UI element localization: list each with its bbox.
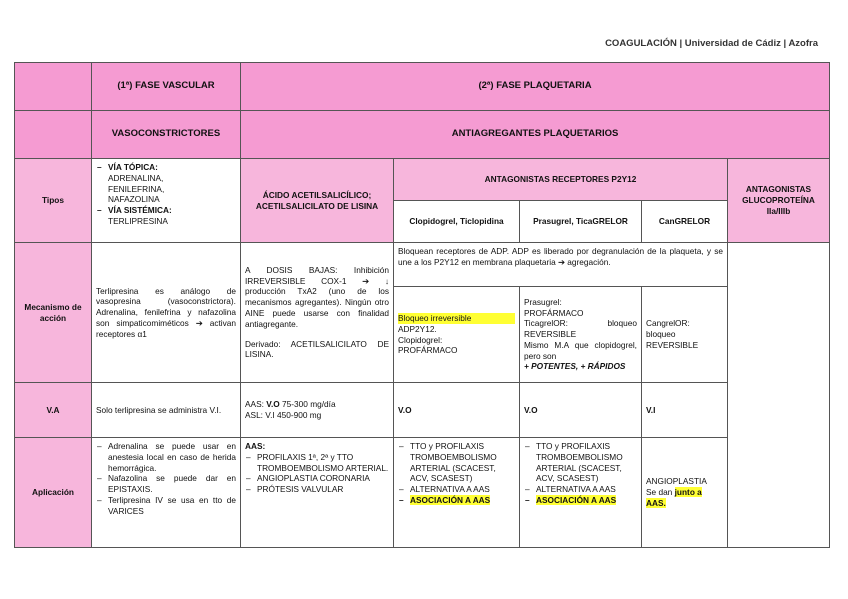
gp-antagonists-header: ANTAGONISTAS GLUCOPROTEÍNA IIa/IIIb (728, 159, 830, 243)
prasu-line: Prasugrel: (524, 296, 562, 307)
aplicacion-item: – PRÓTESIS VALVULAR (257, 484, 389, 495)
va-label: V.A (15, 383, 92, 438)
cangre-line: REVERSIBLE (646, 339, 699, 350)
clopi-line: Clopidogrel: (398, 334, 443, 345)
aplicacion-item: – PROFILAXIS 1ª, 2ª y TTO TROMBOEMBOLISMO ARTERIAL. (257, 452, 389, 474)
aas-title: AAS: (245, 441, 266, 451)
aplicacion-item: – Adrenalina se puede usar en anestesia local en caso de herida hemorrágica. (108, 441, 236, 473)
aplicacion-label: Aplicación (15, 438, 92, 548)
aplicacion-vasoconstrictores (92, 438, 241, 548)
tipos-vasoconstrictores (92, 159, 241, 243)
va-aas: AAS: V.O 75-300 mg/día ASL: V.I 450-900 mg (241, 383, 394, 438)
aas-type-header: ÁCIDO ACETILSALICÍLICO; ACETILSALICILATO DE LISINA (241, 159, 394, 243)
cangre-line: bloqueo (646, 329, 676, 340)
mecanismo-prasugrel (520, 287, 642, 383)
aplicacion-item: – ALTERNATIVA A AAS (536, 484, 637, 495)
fase-vascular-header: (1ª) FASE VASCULAR (92, 63, 241, 111)
via-topica-title: – VÍA TÓPICA: (108, 162, 236, 173)
mecanismo-aas (241, 243, 394, 383)
coagulation-table (14, 62, 830, 548)
aplicacion-item: – Nafazolina se puede dar en EPISTAXIS. (108, 473, 236, 495)
prasu-line: PROFÁRMACO (524, 307, 584, 318)
aas-mechanism-text: A DOSIS BAJAS: Inhibición IRREVERSIBLE COX-1 ➔ ↓ producción TxA2 (uno de los mecanismos agregantes). Ningún otro AINE puede usarse con finalidad antiagregante. (245, 264, 389, 329)
mecanismo-cangrelor (642, 287, 728, 383)
aplicacion-item: – ANGIOPLASTIA CORONARIA (257, 473, 389, 484)
p2y12-header: ANTAGONISTAS RECEPTORES P2Y12 (394, 159, 728, 201)
mecanismo-clopidogrel (394, 287, 520, 383)
mecanismo-label: Mecanismo de acción (15, 243, 92, 383)
mecanismo-p2y12: Bloquean receptores de ADP. ADP es liberado por degranulación de la plaqueta, y se une a los P2Y12 en membrana plaquetaria ➔ agregación. (394, 243, 728, 287)
prasu-line: TicagrelOR: bloqueo REVERSIBLE (524, 318, 637, 340)
topica-item: ADRENALINA, (108, 172, 164, 183)
fase-plaquetaria-header: (2ª) FASE PLAQUETARIA (241, 63, 830, 111)
bloqueo-irreversible-highlight: Bloqueo irreversible (398, 313, 515, 324)
aplicacion-item: – TTO y PROFILAXIS TROMBOEMBOLISMO ARTERIAL (SCACEST, ACV, SCASEST) (410, 441, 515, 484)
aplicacion-cangrelor: ANGIOPLASTIA Se dan junto a AAS. (642, 438, 728, 548)
prasugrel-header: Prasugrel, TicaGRELOR (520, 201, 642, 243)
via-sistemica-title: – VÍA SISTÉMICA: (108, 205, 236, 216)
clopi-line: PROFÁRMACO (398, 345, 458, 356)
cangrelor-header: CanGRELOR (642, 201, 728, 243)
tipos-label: Tipos (15, 159, 92, 243)
cangre-angioplastia: ANGIOPLASTIA (646, 476, 707, 487)
asociacion-aas-highlight: ASOCIACIÓN A AAS (536, 494, 617, 505)
mecanismo-vasoconstrictores: Terlipresina es análogo de vasopresina (vasoconstrictora). Adrenalina, fenilefrina y nafazolina son simpaticomiméticos ➔ activan receptores α1 (92, 243, 241, 383)
cangre-line: CangrelOR: (646, 318, 690, 329)
va-prasugrel: V.O (520, 383, 642, 438)
aas-derivado-text: Derivado: ACETILSALICILATO DE LISINA. (245, 338, 389, 360)
corner-cell-1 (15, 63, 92, 111)
aplicacion-aas (241, 438, 394, 548)
asociacion-aas-highlight: ASOCIACIÓN A AAS (410, 494, 491, 505)
antiagregantes-header: ANTIAGREGANTES PLAQUETARIOS (241, 111, 830, 159)
sistemica-item: TERLIPRESINA (108, 215, 168, 226)
clopi-line: ADP2Y12. (398, 323, 437, 334)
junto-aas-highlight: junto a AAS. (646, 487, 702, 508)
aplicacion-item: – Terlipresina IV se usa en tto de VARICES (108, 495, 236, 517)
page-header: COAGULACIÓN | Universidad de Cádiz | Azofra (605, 38, 818, 49)
aplicacion-clopidogrel (394, 438, 520, 548)
vasoconstrictores-header: VASOCONSTRICTORES (92, 111, 241, 159)
corner-cell-2 (15, 111, 92, 159)
clopidogrel-header: Clopidogrel, Ticlopidina (394, 201, 520, 243)
va-vasoconstrictores: Solo terlipresina se administra V.I. (92, 383, 241, 438)
gp-antagonists-body (728, 243, 830, 548)
topica-item: NAFAZOLINA (108, 194, 160, 205)
prasu-line: Mismo M.A que clopidogrel, pero son (524, 339, 637, 361)
aplicacion-prasugrel (520, 438, 642, 548)
aplicacion-item: – ALTERNATIVA A AAS (410, 484, 515, 495)
va-cangrelor: V.I (642, 383, 728, 438)
va-clopidogrel: V.O (394, 383, 520, 438)
aplicacion-item: – TTO y PROFILAXIS TROMBOEMBOLISMO ARTERIAL (SCACEST, ACV, SCASEST) (536, 441, 637, 484)
topica-item: FENILEFRINA, (108, 183, 165, 194)
va-asl: ASL: V.I 450-900 mg (245, 410, 322, 420)
prasu-potentes: + POTENTES, + RÁPIDOS (524, 361, 626, 372)
